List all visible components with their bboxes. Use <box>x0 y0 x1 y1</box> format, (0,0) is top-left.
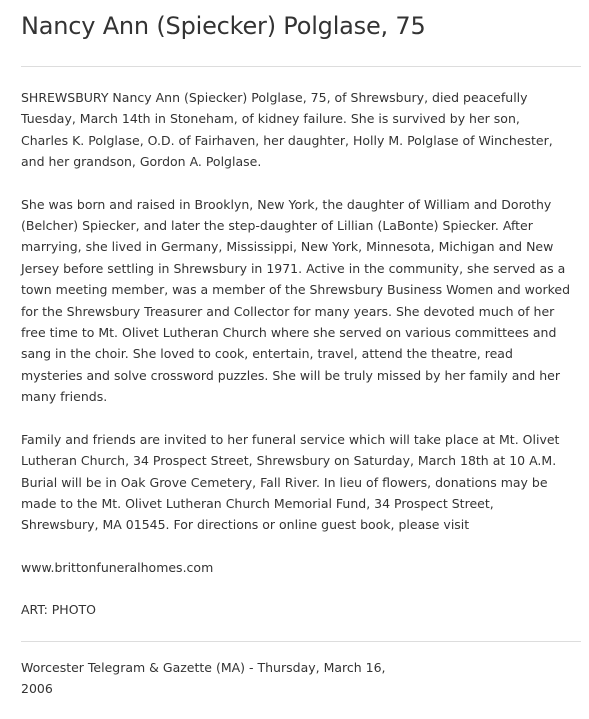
paragraph-survivors: SHREWSBURY Nancy Ann (Spiecker) Polglase, 75, of Shrewsbury, died peacefully Tuesday, March 14th in Stoneham, of kidney failure. She is survived by her son, Charles K. Polglase, O.D. of Fairhaven, her daughter, Holly M. Polglase of Winchester, and her grandson, Gordon A. Polglase. <box>21 90 553 170</box>
article-title: Nancy Ann (Spiecker) Polglase, 75 <box>21 12 426 40</box>
art-note: ART: PHOTO <box>21 602 97 618</box>
title-divider <box>21 66 581 67</box>
funeral-home-website: www.brittonfuneralhomes.com <box>21 559 214 575</box>
paragraph-biography: She was born and raised in Brooklyn, New York, the daughter of William and Dorothy (Belcher) Spiecker, and later the step-daughter of Lillian (LaBonte) Spiecker. After marrying, she lived in Germany, Mississippi, New York, Minnesota, Michigan and New Jersey before settling in Shrewsbury in 1971. Active in the community, she served as a town meeting member, was a member of the Shrewsbury Business Women and worked for the Shrewsbury Treasurer and Collector for many years. She devoted much of her free time to Mt. Olivet Lutheran Church where she served on various committees and sang in the choir. She loved to cook, entertain, travel, attend the theatre, read mysteries and solve crossword puzzles. She will be truly missed by her family and her many friends. <box>21 196 571 405</box>
article-body <box>21 87 581 621</box>
publication-source: Worcester Telegram & Gazette (MA) - Thursday, March 16, 2006 <box>21 659 386 696</box>
obituary-article <box>21 0 581 699</box>
paragraph-services: Family and friends are invited to her funeral service which will take place at Mt. Olivet Lutheran Church, 34 Prospect Street, Shrewsbury on Saturday, March 18th at 10 A.M. Burial will be in Oak Grove Cemetery, Fall River. In lieu of flowers, donations may be made to the Mt. Olivet Lutheran Church Memorial Fund, 34 Prospect Street, Shrewsbury, MA 01545. For directions or online guest book, please visit <box>21 431 560 533</box>
source-divider <box>21 641 581 642</box>
